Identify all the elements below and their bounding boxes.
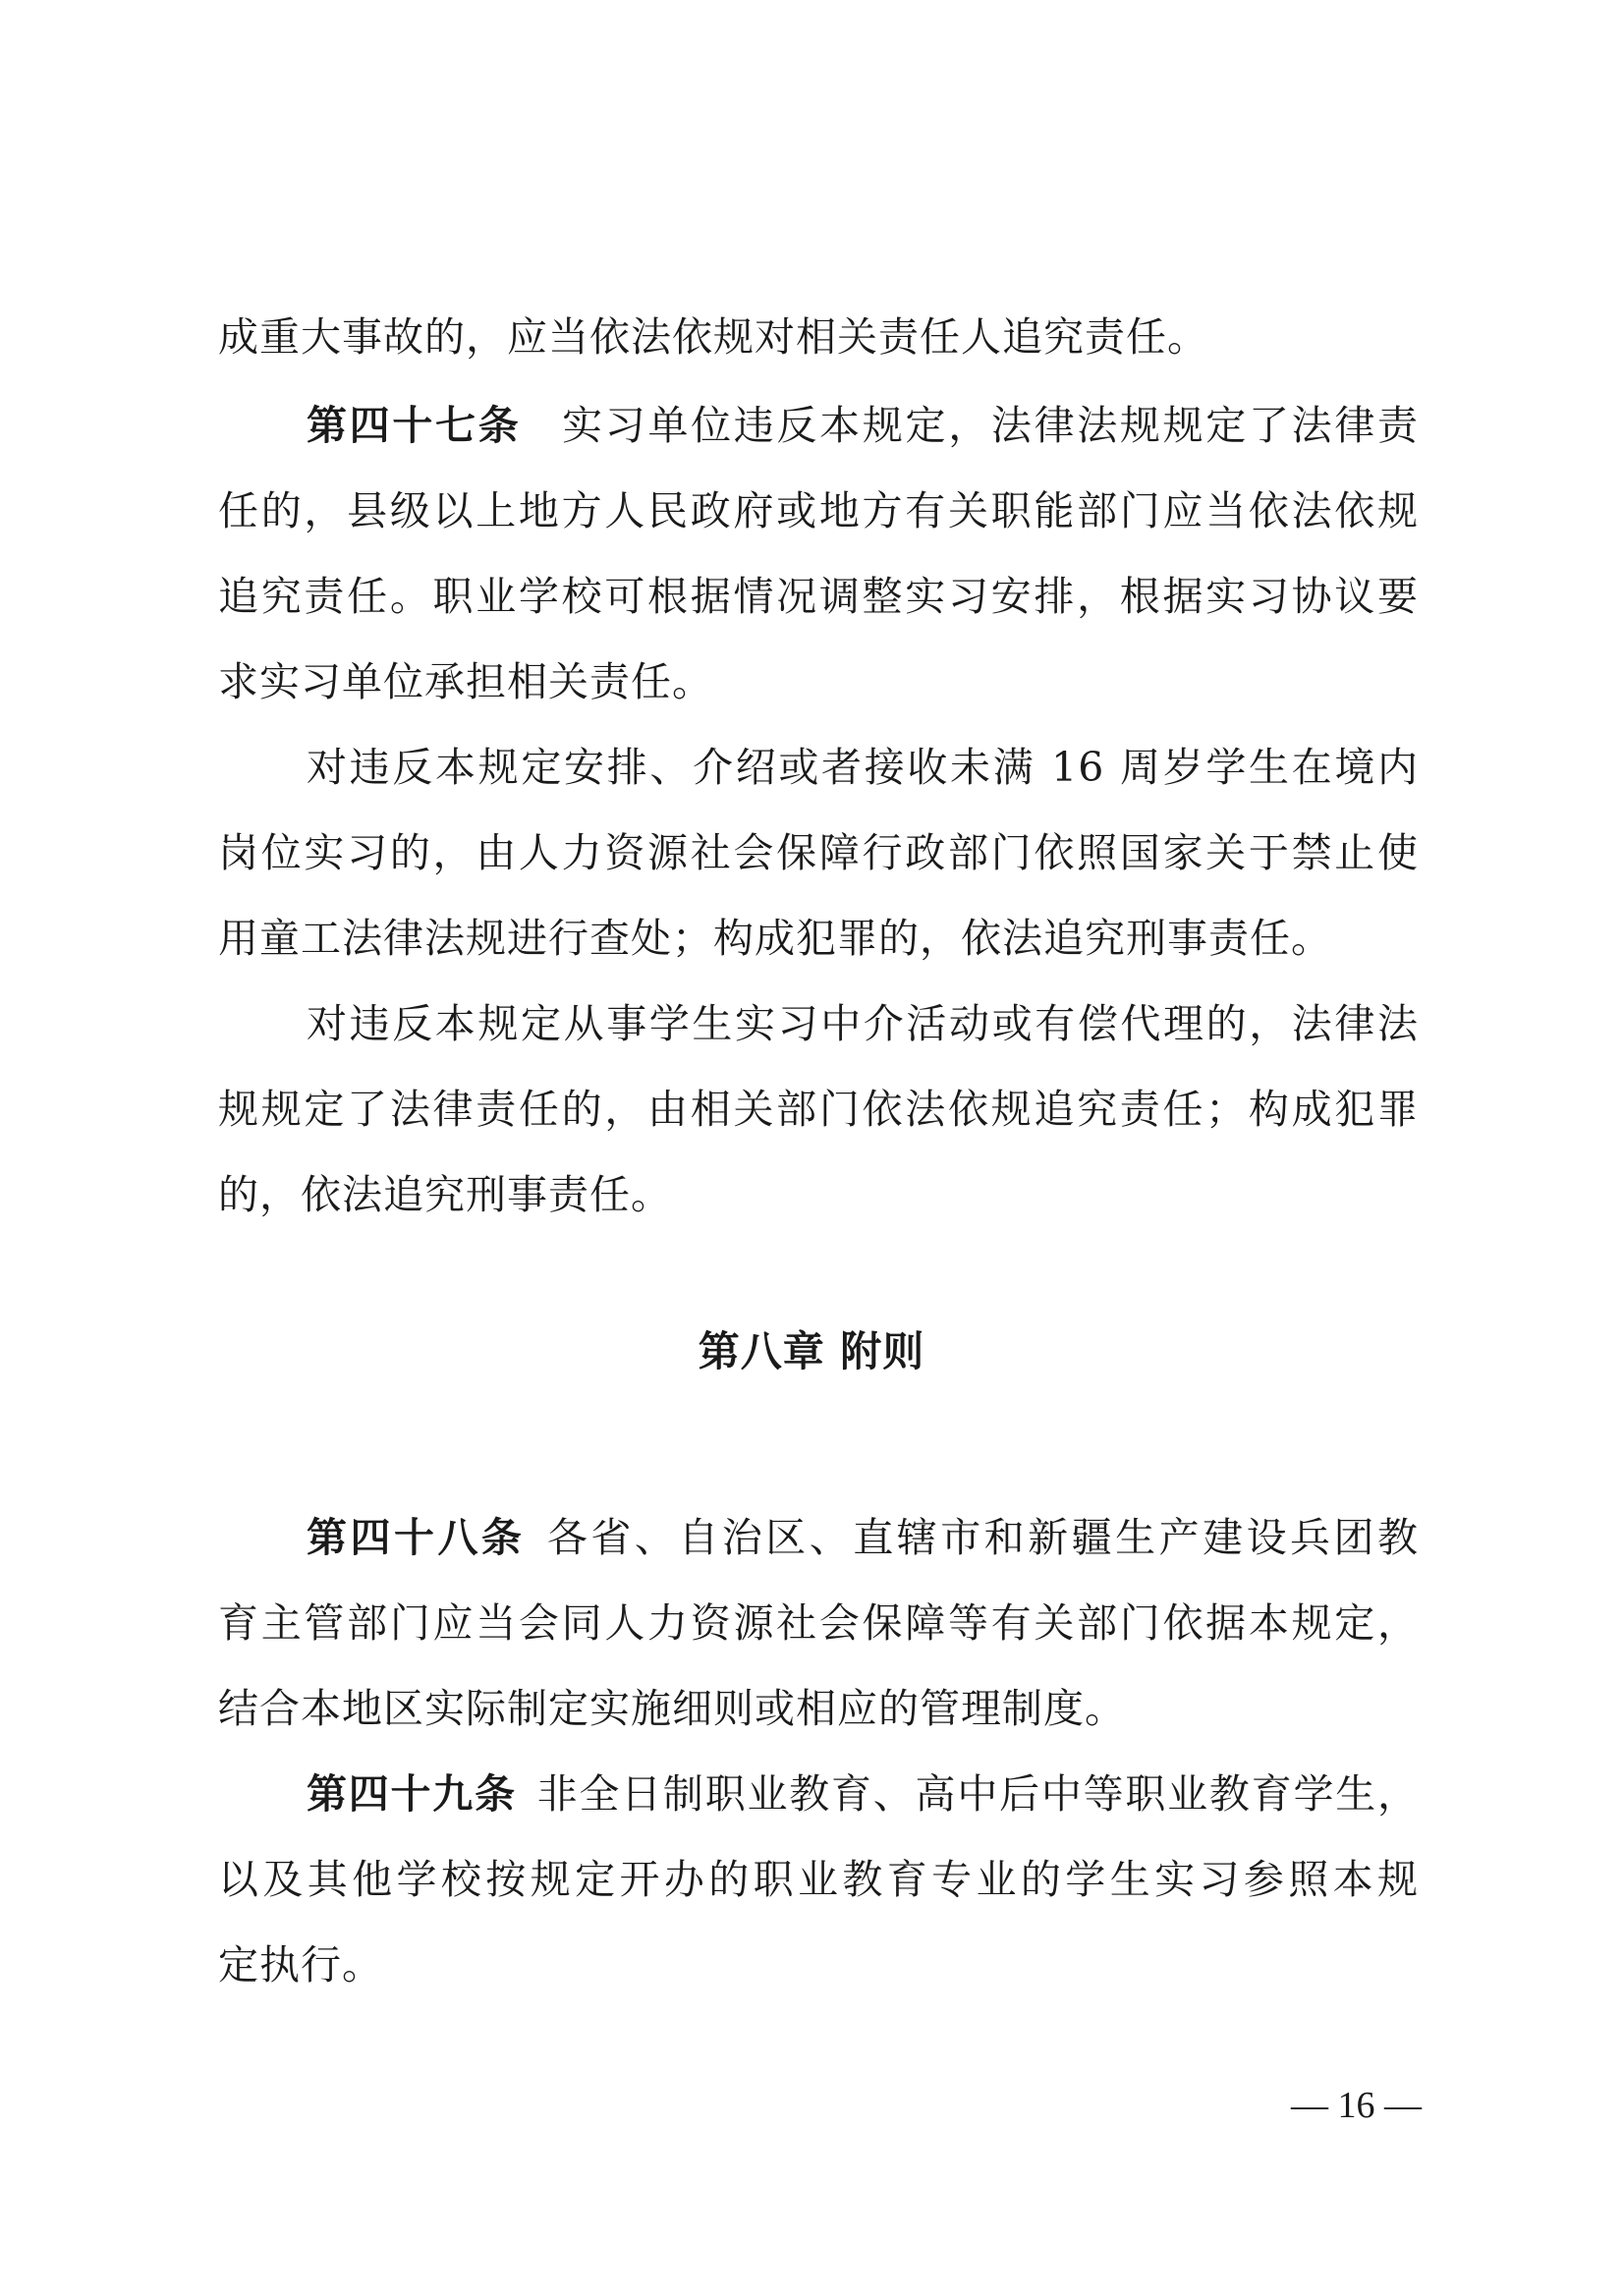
article-48-text-1: 各省、自治区、直辖市和新疆生产建设兵团教 xyxy=(544,1514,1420,1561)
article-47-para3-line-2: 规规定了法律责任的，由相关部门依法依规追究责任；构成犯罪 xyxy=(218,1086,1419,1133)
article-47-line-2: 任的，县级以上地方人民政府或地方有关职能部门应当依法依规 xyxy=(218,487,1419,534)
article-47-para3-line-3: 的，依法追究刑事责任。 xyxy=(218,1171,672,1218)
article-47-heading: 第四十七条 xyxy=(307,402,522,449)
page-number: — 16 — xyxy=(1291,2085,1422,2126)
article-48-line-2: 育主管部门应当会同人力资源社会保障等有关部门依据本规定， xyxy=(218,1599,1419,1647)
article-48-heading: 第四十八条 xyxy=(307,1514,526,1561)
article-48-line-1 xyxy=(307,1513,1419,1562)
article-47-text-1: 实习单位违反本规定，法律法规规定了法律责 xyxy=(560,402,1420,449)
article-47-line-4: 求实习单位承担相关责任。 xyxy=(218,658,713,705)
article-49-line-1 xyxy=(307,1769,1419,1819)
article-47-line-1 xyxy=(307,401,1419,450)
article-47-line-3: 追究责任。职业学校可根据情况调整实习安排，根据实习协议要 xyxy=(218,573,1419,620)
article-48-line-3: 结合本地区实际制定实施细则或相应的管理制度。 xyxy=(218,1685,1126,1732)
article-47-para3-line-1: 对违反本规定从事学生实习中介活动或有偿代理的，法律法 xyxy=(307,1000,1419,1047)
article-49-line-2: 以及其他学校按规定开办的职业教育专业的学生实习参照本规 xyxy=(218,1856,1419,1903)
article-47-para2-line-3: 用童工法律法规进行查处；构成犯罪的，依法追究刑事责任。 xyxy=(218,915,1332,962)
article-47-para2-line-1: 对违反本规定安排、介绍或者接收未满 16 周岁学生在境内 xyxy=(307,744,1419,791)
chapter-heading: 第八章 附则 xyxy=(698,1327,925,1375)
paragraph-continuation-line-1: 成重大事故的，应当依法依规对相关责任人追究责任。 xyxy=(218,313,1208,361)
article-49-heading: 第四十九条 xyxy=(307,1770,517,1818)
article-49-line-3: 定执行。 xyxy=(218,1941,383,1988)
article-49-text-1: 非全日制职业教育、高中后中等职业教育学生， xyxy=(535,1770,1420,1818)
article-47-para2-line-2: 岗位实习的，由人力资源社会保障行政部门依照国家关于禁止使 xyxy=(218,829,1419,876)
